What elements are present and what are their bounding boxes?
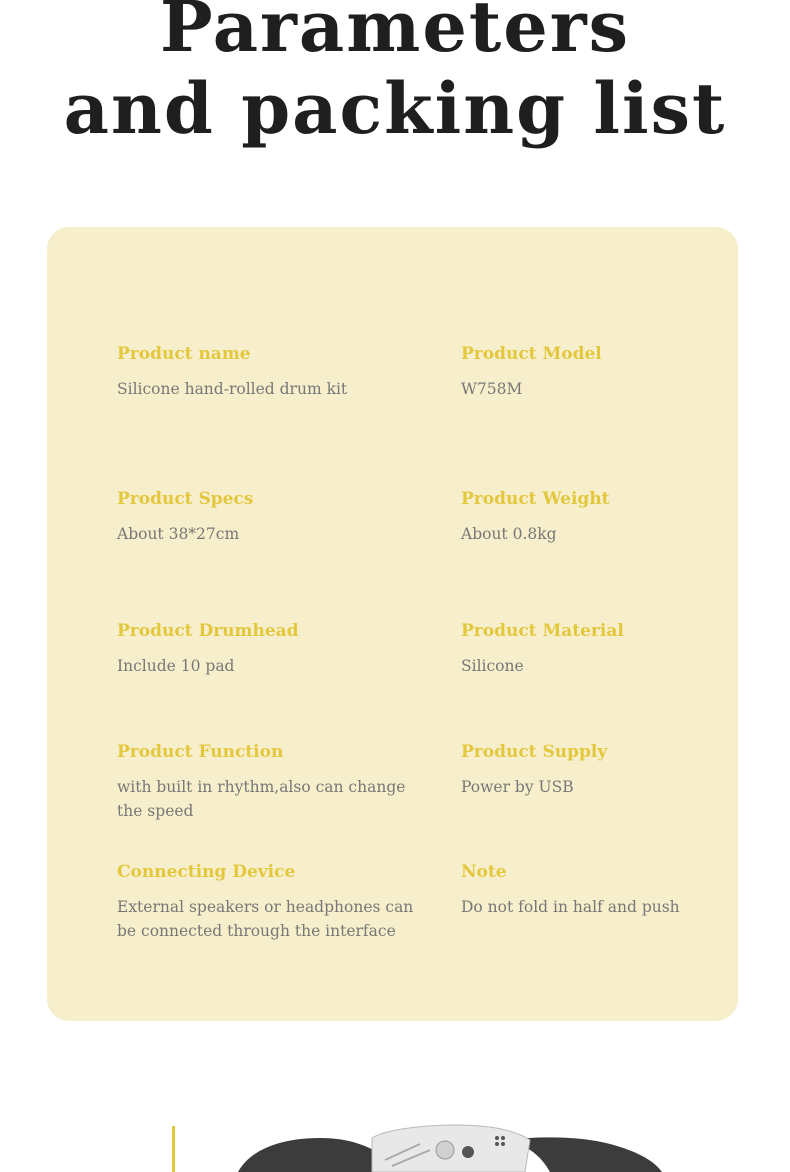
param-label: Product Material [461, 621, 624, 641]
param-product-function [117, 741, 417, 823]
indicator-dot [495, 1136, 499, 1140]
param-value: Include 10 pad [117, 657, 235, 675]
param-value: with built in rhythm,also can change the speed [117, 778, 406, 820]
param-value: Silicone [461, 657, 524, 675]
param-label: Product Supply [461, 742, 608, 762]
param-label: Connecting Device [117, 862, 296, 882]
param-product-drumhead [117, 620, 417, 678]
param-product-model [461, 343, 721, 401]
parameters-card [47, 227, 738, 1021]
param-value: External speakers or headphones can be connected through the interface [117, 898, 414, 940]
page-title-line-2: and packing list [63, 67, 727, 150]
param-note [461, 861, 721, 919]
control-knob [436, 1141, 454, 1159]
indicator-dot [501, 1136, 505, 1140]
param-product-weight [461, 488, 721, 546]
param-value: Silicone hand-rolled drum kit [117, 380, 348, 398]
param-value: Do not fold in half and push [461, 898, 680, 916]
product-image-section [0, 1110, 790, 1172]
left-drum-pad [238, 1138, 380, 1172]
control-button [462, 1146, 474, 1158]
param-label: Product Drumhead [117, 621, 299, 641]
param-label: Note [461, 862, 507, 882]
page-title-line-1: Parameters [159, 0, 631, 68]
indicator-dot [501, 1142, 505, 1146]
param-product-material [461, 620, 721, 678]
param-label: Product name [117, 344, 251, 364]
param-product-specs [117, 488, 417, 546]
param-value: W758M [461, 380, 523, 398]
drum-kit-image [0, 1110, 790, 1172]
param-label: Product Function [117, 742, 284, 762]
accent-line [172, 1126, 175, 1172]
param-product-name [117, 343, 417, 401]
param-label: Product Specs [117, 489, 254, 509]
indicator-dot [495, 1142, 499, 1146]
param-value: About 38*27cm [117, 525, 240, 543]
param-value: Power by USB [461, 778, 574, 796]
param-product-supply [461, 741, 721, 799]
param-connecting-device [117, 861, 417, 943]
param-label: Product Weight [461, 489, 610, 509]
param-value: About 0.8kg [461, 525, 557, 543]
param-label: Product Model [461, 344, 602, 364]
